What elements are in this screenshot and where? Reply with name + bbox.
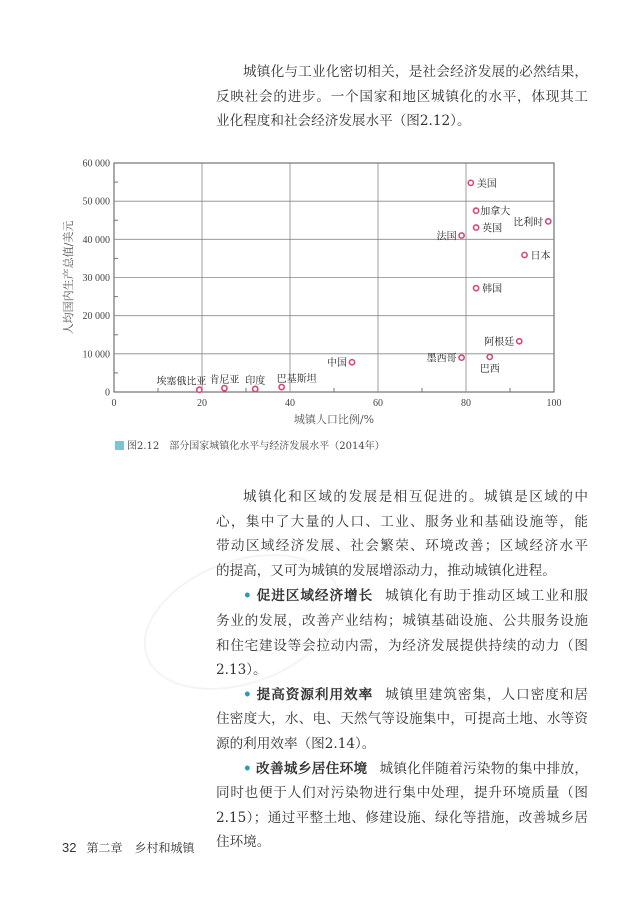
text-line: 反映社会的进步。一个国家和地区城镇化的水平，体现其工 — [216, 88, 588, 105]
data-label: 阿根廷 — [484, 337, 515, 349]
text-line: 住密度大，水、电、天然气等设施集中，可提高土地、水等资 — [216, 711, 588, 728]
x-tick-label: 0 — [111, 398, 117, 409]
x-tick-label: 60 — [373, 398, 383, 409]
data-label: 印度 — [245, 375, 266, 387]
scatter-chart — [0, 150, 634, 435]
data-point — [459, 355, 464, 360]
data-point — [517, 339, 522, 344]
intro-paragraph — [216, 60, 588, 134]
data-label: 肯尼亚 — [209, 375, 240, 387]
region-paragraph — [216, 485, 588, 855]
data-label: 加拿大 — [480, 206, 511, 218]
bullet-text: 城镇化伴随着污染物的集中排放， — [379, 760, 589, 777]
text-line: 业化程度和社会经济发展水平（图2.12）。 — [216, 113, 471, 130]
bullet-text: 城镇化有助于推动区域工业和服 — [385, 588, 588, 605]
y-axis-label: 人均国内生产总值/美元 — [62, 220, 75, 335]
data-point — [197, 387, 202, 392]
data-point — [546, 219, 551, 224]
text-line: 住环境。 — [216, 834, 271, 851]
text-line: 2.13）。 — [216, 662, 267, 679]
bullet-dot-icon: • — [243, 588, 252, 605]
data-label: 巴基斯坦 — [276, 374, 317, 386]
x-tick-label: 40 — [285, 398, 295, 409]
x-tick-label: 100 — [546, 398, 562, 409]
text-line: 心，集中了大量的人口、工业、服务业和基础设施等，能 — [216, 513, 588, 530]
text-line: 务业的发展，改善产业结构；城镇基础设施、公共服务设施 — [216, 612, 588, 629]
data-point — [279, 384, 284, 389]
page-footer — [62, 839, 195, 856]
data-label: 韩国 — [482, 284, 503, 296]
data-point — [349, 360, 354, 365]
page-number: 32 — [62, 840, 77, 855]
bullet-text: 城镇里建筑密集，人口密度和居 — [385, 686, 588, 703]
data-point — [459, 233, 464, 238]
text-line: 城镇化与工业化密切相关，是社会经济发展的必然结果， — [243, 64, 588, 80]
text-line: 的提高，又可为城镇的发展增添动力，推动城镇化进程。 — [216, 562, 556, 579]
text-line: 源的利用效率（图2.14）。 — [216, 735, 376, 752]
bullet-title: 促进区域经济增长 — [255, 588, 374, 605]
bullet-title: 改善城乡居住环境 — [255, 760, 368, 777]
text-line: 和住宅建设等会拉动内需，为经济发展提供持续的动力（图 — [216, 637, 588, 654]
data-point — [522, 252, 527, 257]
y-tick-label: 60 000 — [82, 158, 110, 170]
data-point — [253, 386, 258, 391]
data-label: 中国 — [327, 358, 348, 370]
y-tick-label: 40 000 — [82, 234, 110, 246]
bullet-item — [216, 584, 588, 609]
x-tick-label: 20 — [197, 398, 207, 409]
bullet-dot-icon: • — [243, 686, 252, 703]
data-label: 埃塞俄比亚 — [156, 376, 207, 388]
y-tick-label: 0 — [105, 387, 110, 399]
data-label: 比利时 — [513, 217, 544, 229]
x-axis-label: 城镇人口比例/% — [293, 413, 375, 426]
bullet-item — [216, 757, 588, 782]
data-label: 英国 — [482, 223, 503, 235]
y-tick-label: 30 000 — [82, 273, 110, 284]
data-label: 巴西 — [479, 363, 500, 375]
y-tick-label: 20 000 — [82, 311, 110, 323]
data-point — [222, 386, 227, 391]
y-tick-label: 50 000 — [82, 196, 110, 208]
data-point — [474, 208, 479, 213]
bullet-title: 提高资源利用效率 — [255, 686, 374, 703]
caption-marker — [115, 441, 124, 450]
figure-caption — [115, 437, 385, 452]
data-label: 墨西哥 — [426, 353, 457, 365]
text-line: 城镇化和区域的发展是相互促进的。城镇是区域的中 — [243, 489, 588, 505]
data-point — [474, 286, 479, 291]
data-point — [474, 225, 479, 230]
y-tick-label: 10 000 — [82, 349, 110, 361]
data-label: 美国 — [476, 178, 497, 190]
x-tick-label: 80 — [461, 398, 471, 409]
data-label: 法国 — [436, 231, 457, 243]
data-point — [487, 354, 492, 359]
chapter-title: 乡村和城镇 — [134, 841, 195, 855]
text-line: 带动区域经济发展、社会繁荣、环境改善；区域经济水平 — [216, 538, 588, 555]
caption-text: 图2.12 部分国家城镇化水平与经济发展水平（2014年） — [127, 441, 385, 452]
bullet-item — [216, 683, 588, 708]
data-point — [468, 180, 473, 185]
text-line: 2.15）；通过平整土地、修建设施、绿化等措施，改善城乡居 — [216, 809, 588, 826]
text-line: 同时也便于人们对污染物进行集中处理，提升环境质量（图 — [216, 785, 588, 802]
data-label: 日本 — [530, 250, 551, 262]
bullet-dot-icon: • — [243, 760, 252, 777]
chapter-number: 第二章 — [86, 841, 123, 855]
